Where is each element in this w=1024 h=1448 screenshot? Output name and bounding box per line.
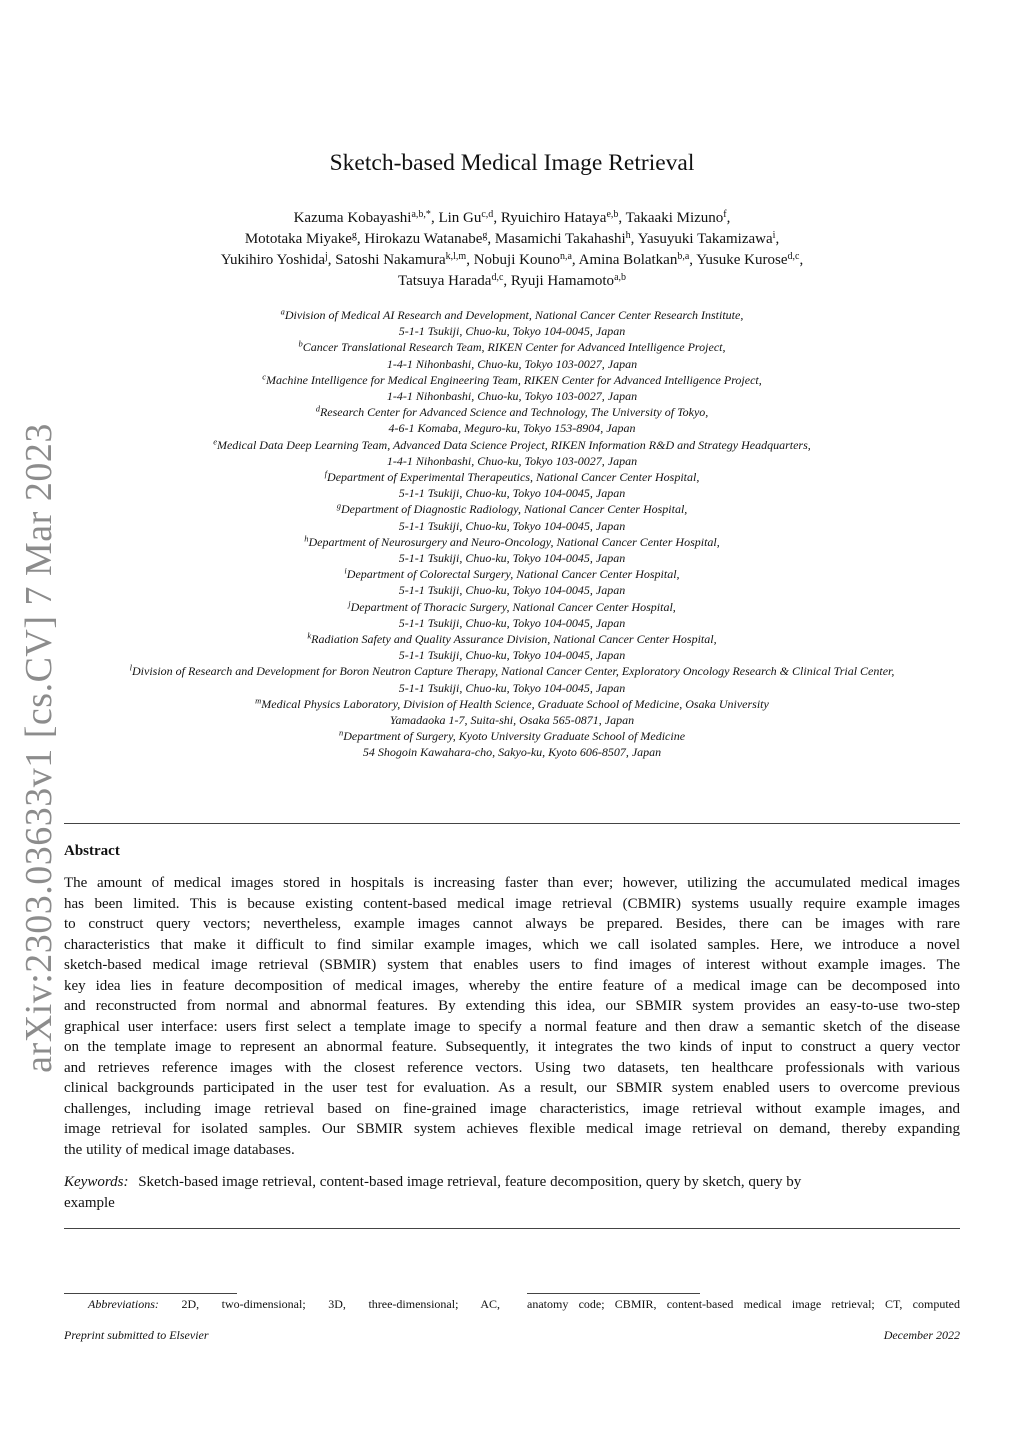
affiliation-mark: k (307, 630, 312, 641)
author-affiliation-marks: d,c (491, 272, 504, 283)
author-affiliation-marks: c,d (481, 209, 494, 220)
abstract-line: and reconstructed from normal and abnormal features. By extending this idea, our SBMIR system provides an easy-to-use two-step (64, 998, 960, 1014)
author-name: Lin Gu (438, 210, 482, 226)
abstract-line: to construct query vectors; nevertheless, example images cannot always be prepared. Besides, there can be images with rare (64, 916, 960, 932)
preprint-note: Preprint submitted to Elsevier (64, 1328, 209, 1342)
affiliation-mark: c (262, 371, 266, 382)
affiliation-entry (40, 631, 984, 647)
abstract-line: on the template image to represent an abnormal feature. Subsequently, it integrates the two kinds of input to construct a query vector (64, 1039, 960, 1055)
abstract-line: has been limited. This is because existing content-based medical image retrieval (CBMIR) systems usually require example images (64, 895, 960, 912)
affiliation-address: 5-1-1 Tsukiji, Chuo-ku, Tokyo 104-0045, Japan (398, 324, 626, 339)
author-separator: , (327, 252, 336, 268)
affiliation-mark: b (298, 338, 303, 349)
affiliation-list (40, 307, 984, 761)
affiliation-institution: Cancer Translational Research Team, RIKEN Center for Advanced Intelligence Project, (302, 340, 726, 355)
author-separator: , (503, 273, 511, 289)
affiliation-entry (40, 404, 984, 420)
author-affiliation-marks: k,l,m (445, 251, 467, 262)
affiliation-address: 1-4-1 Nihonbashi, Chuo-ku, Tokyo 103-0027, Japan (386, 389, 638, 404)
affiliation-entry (40, 728, 984, 744)
affiliation-mark: j (348, 597, 351, 608)
affiliation-entry (40, 501, 984, 517)
abstract-line: The amount of medical images stored in hospitals is increasing faster than ever; however, utilizing the accumulated medical images (64, 875, 960, 891)
affiliation-entry (40, 534, 984, 550)
author-line (90, 271, 934, 292)
author-name: Kazuma Kobayashi (293, 210, 412, 226)
footnote-left-text: 2D, two-dimensional; 3D, three-dimensional; AC, (181, 1297, 500, 1311)
affiliation-institution: Department of Surgery, Kyoto University Graduate School of Medicine (343, 729, 686, 744)
affiliation-institution: Medical Physics Laboratory, Division of Health Science, Graduate School of Medicine, Osaka University (261, 696, 769, 711)
affiliation-institution: Machine Intelligence for Medical Engineering Team, RIKEN Center for Advanced Intelligence Project, (266, 372, 762, 387)
author-name: Masamichi Takahashi (494, 231, 626, 247)
footnote-right: anatomy code; CBMIR, content-based medical image retrieval; CT, computed (527, 1297, 960, 1311)
affiliation-institution: Department of Experimental Therapeutics, National Cancer Center Hospital, (327, 470, 700, 485)
author-name: Yusuke Kurose (696, 252, 788, 268)
abstract-line: characteristics that make it difficult to find similar example images, which we call isolated samples. Here, we introduce a novel (64, 936, 960, 953)
footnote-rule-right (527, 1293, 700, 1294)
author-affiliation-marks: e,b (606, 209, 619, 220)
affiliation-entry (40, 339, 984, 355)
abstract-line: key idea lies in feature decomposition of medical images, whereby the entire feature of a medical image can be decomposed into (64, 977, 960, 994)
affiliation-entry (40, 469, 984, 485)
keywords (64, 1172, 960, 1214)
affiliation-address: 5-1-1 Tsukiji, Chuo-ku, Tokyo 104-0045, Japan (398, 486, 626, 501)
author-separator: , (775, 231, 780, 247)
author-separator: , (689, 252, 697, 268)
author-affiliation-marks: j (324, 251, 328, 262)
affiliation-mark: m (255, 695, 262, 706)
author-separator: , (618, 210, 626, 226)
keywords-text: Sketch-based image retrieval, content-based image retrieval, feature decomposition, query by sketch, query by (138, 1174, 802, 1190)
affiliation-institution: Department of Diagnostic Radiology, National Cancer Center Hospital, (340, 502, 688, 517)
affiliation-address: 5-1-1 Tsukiji, Chuo-ku, Tokyo 104-0045, Japan (398, 680, 626, 695)
abstract-line: the utility of medical image databases. (64, 1141, 295, 1158)
keywords-text-cont: example (64, 1195, 115, 1211)
author-separator: , (466, 252, 474, 268)
abstract-line: sketch-based medical image retrieval (SBMIR) system that enables users to find images of interest without example images. The (64, 957, 960, 973)
footnote-rule-left (64, 1293, 237, 1294)
affiliation-address: 5-1-1 Tsukiji, Chuo-ku, Tokyo 104-0045, Japan (398, 615, 626, 630)
abstract-line: image retrieval for isolated samples. Our SBMIR system achieves flexible medical image retrieval on demand, thereby expanding (64, 1121, 960, 1137)
author-separator: , (356, 231, 365, 247)
affiliation-institution: Department of Neurosurgery and Neuro-Oncology, National Cancer Center Hospital, (308, 534, 720, 549)
abstract-line: challenges, including image retrieval based on fine-grained image characteristics, image retrieval without example images, and (64, 1100, 960, 1117)
affiliation-institution: Department of Colorectal Surgery, National Cancer Center Hospital, (346, 567, 680, 582)
arxiv-stamp: arXiv:2303.03633v1 [cs.CV] 7 Mar 2023 (18, 423, 60, 1073)
affiliation-mark: g (336, 500, 341, 511)
affiliation-institution: Research Center for Advanced Science and Technology, The University of Tokyo, (319, 405, 709, 420)
author-name: Tatsuya Harada (397, 273, 492, 289)
author-separator: , (493, 210, 501, 226)
affiliation-entry (40, 663, 984, 679)
abstract-line: graphical user interface: users first select a template image to specify a normal feature and then draw a semantic sketch of the disease (64, 1018, 960, 1035)
affiliation-address: 5-1-1 Tsukiji, Chuo-ku, Tokyo 104-0045, Japan (398, 518, 626, 533)
author-list (90, 208, 934, 292)
author-affiliation-marks: a,b (614, 272, 627, 283)
author-name: Takaaki Mizuno (625, 210, 724, 226)
abstract-line: and retrieves reference images with the closest reference vectors. Using two datasets, ten healthcare professionals with various (64, 1059, 960, 1076)
author-name: Nobuji Kouno (473, 252, 560, 268)
affiliation-institution: Department of Thoracic Surgery, National Cancer Center Hospital, (350, 599, 676, 614)
author-separator: , (487, 231, 495, 247)
affiliation-address: 5-1-1 Tsukiji, Chuo-ku, Tokyo 104-0045, Japan (398, 648, 626, 663)
author-separator: , (571, 252, 579, 268)
affiliation-entry (40, 599, 984, 615)
author-affiliation-marks: h (625, 230, 631, 241)
author-line (90, 250, 934, 271)
affiliation-mark: a (280, 306, 285, 317)
affiliation-entry (40, 307, 984, 323)
abstract-heading: Abstract (64, 843, 120, 859)
author-line (90, 208, 934, 229)
footnote-left (64, 1297, 500, 1312)
abstract-body (64, 873, 960, 1160)
author-affiliation-marks: i (772, 230, 776, 241)
bottom-divider (64, 1228, 960, 1229)
affiliation-mark: e (213, 435, 217, 446)
affiliation-mark: i (344, 565, 347, 576)
affiliation-address: 5-1-1 Tsukiji, Chuo-ku, Tokyo 104-0045, Japan (398, 551, 626, 566)
affiliation-mark: h (304, 533, 309, 544)
author-name: Ryuichiro Hataya (500, 210, 607, 226)
affiliation-entry (40, 437, 984, 453)
author-affiliation-marks: a,b,* (411, 209, 431, 220)
author-name: Yasuyuki Takamizawa (637, 231, 773, 247)
author-name: Satoshi Nakamura (335, 252, 446, 268)
author-affiliation-marks: n,a (559, 251, 572, 262)
affiliation-institution: Radiation Safety and Quality Assurance Division, National Cancer Center Hospital, (311, 632, 717, 647)
author-separator: , (726, 210, 731, 226)
affiliation-address: 1-4-1 Nihonbashi, Chuo-ku, Tokyo 103-0027, Japan (386, 453, 638, 468)
author-line (90, 229, 934, 250)
author-affiliation-marks: b,a (677, 251, 690, 262)
affiliation-entry (40, 566, 984, 582)
affiliation-address: 54 Shogoin Kawahara-cho, Sakyo-ku, Kyoto 606-8507, Japan (362, 745, 662, 760)
author-affiliation-marks: g (482, 230, 488, 241)
affiliation-institution: Medical Data Deep Learning Team, Advanced Data Science Project, RIKEN Information R&D and Strategy Headquarters, (216, 437, 811, 452)
author-name: Yukihiro Yoshida (220, 252, 325, 268)
author-affiliation-marks: g (351, 230, 357, 241)
top-divider (64, 823, 960, 824)
author-separator: , (630, 231, 638, 247)
author-name: Mototaka Miyake (244, 231, 352, 247)
affiliation-address: 5-1-1 Tsukiji, Chuo-ku, Tokyo 104-0045, Japan (398, 583, 626, 598)
author-affiliation-marks: d,c (787, 251, 800, 262)
affiliation-mark: n (338, 727, 344, 738)
affiliation-address: 1-4-1 Nihonbashi, Chuo-ku, Tokyo 103-0027, Japan (386, 356, 638, 371)
affiliation-institution: Division of Research and Development for Boron Neutron Capture Therapy, National Cancer Center, Exploratory Oncology Research & Clinical Trial Center, (132, 664, 895, 679)
affiliation-mark: l (129, 662, 132, 673)
paper-title: Sketch-based Medical Image Retrieval (329, 150, 695, 176)
preprint-date: December 2022 (883, 1328, 960, 1342)
affiliation-address: Yamadaoka 1-7, Suita-shi, Osaka 565-0871, Japan (389, 713, 635, 728)
affiliation-entry (40, 696, 984, 712)
abstract-line: clinical backgrounds participated in the user test for evaluation. As a result, our SBMIR system enabled users to overcome previous (64, 1080, 960, 1096)
footnote-label: Abbreviations: (88, 1297, 159, 1311)
keywords-label: Keywords: (64, 1174, 129, 1190)
affiliation-address: 4-6-1 Komaba, Meguro-ku, Tokyo 153-8904, Japan (388, 421, 636, 436)
affiliation-mark: d (315, 403, 320, 414)
affiliation-mark: f (324, 468, 328, 479)
author-affiliation-marks: f (723, 209, 727, 220)
author-name: Amina Bolatkan (578, 252, 678, 268)
affiliation-institution: Division of Medical AI Research and Development, National Cancer Center Research Institute, (284, 308, 744, 322)
author-separator: , (799, 252, 804, 268)
affiliation-entry (40, 372, 984, 388)
author-name: Ryuji Hamamoto (510, 273, 615, 289)
author-name: Hirokazu Watanabe (364, 231, 483, 247)
author-separator: , (430, 210, 439, 226)
